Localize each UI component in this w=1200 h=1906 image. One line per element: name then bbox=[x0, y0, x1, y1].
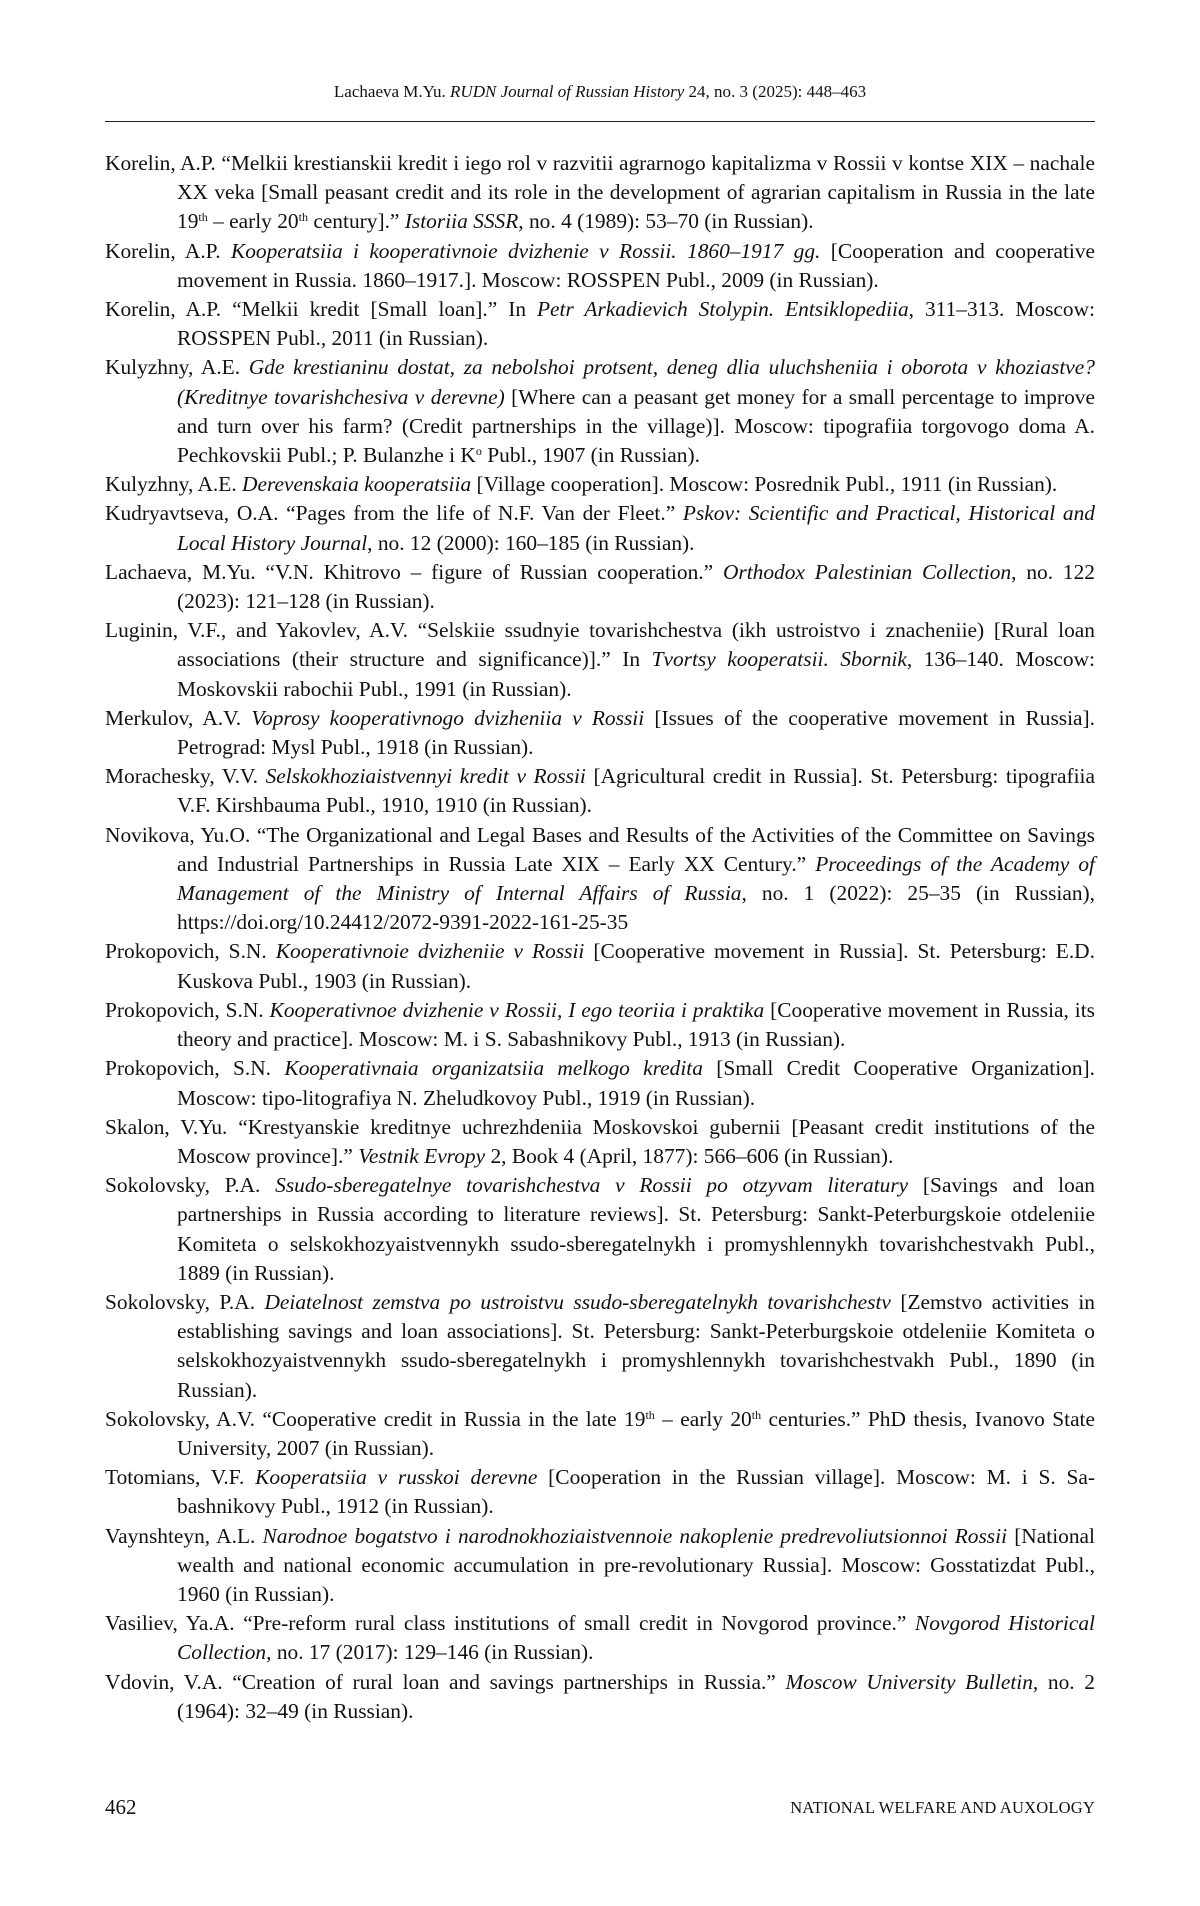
reference-text: , no. 122 (2023): 121–128 (in Russian). bbox=[177, 560, 1095, 613]
reference-text: [Cooperation in the Russian village]. Moscow: M. i S. Sa­bashnikovy Publ., 1912 (in Russian). bbox=[177, 1465, 1095, 1518]
page-number: 462 bbox=[105, 1793, 137, 1821]
reference-title: Novgorod Historical Collection bbox=[177, 1611, 1095, 1664]
reference-title: Moscow University Bulletin bbox=[785, 1670, 1032, 1694]
reference-entry bbox=[105, 1522, 1095, 1610]
header-author: Lachaeva M.Yu. bbox=[334, 82, 446, 101]
reference-text: Korelin, A.P. bbox=[105, 239, 231, 263]
reference-entry bbox=[105, 996, 1095, 1054]
reference-text: Vasiliev, Ya.A. “Pre-reform rural class institutions of small credit in Novgorod province.” bbox=[105, 1611, 915, 1635]
reference-entry bbox=[105, 704, 1095, 762]
reference-text: [Cooperative movement in Russia]. St. Petersburg: E.D. Kuskova Publ., 1903 (in Russian). bbox=[177, 939, 1095, 992]
reference-title: Petr Arkadievich Stolypin. Entsiklopediia bbox=[537, 297, 909, 321]
reference-text: Sokolovsky, A.V. “Cooperative credit in Russia in the late 19 bbox=[105, 1407, 645, 1431]
header-issue: 24, no. 3 (2025): 448–463 bbox=[689, 82, 867, 101]
reference-text: 2, Book 4 (April, 1877): 566–606 (in Russian). bbox=[485, 1144, 893, 1168]
superscript-text: th bbox=[198, 210, 207, 224]
section-title: NATIONAL WELFARE AND AUXOLOGY bbox=[790, 1796, 1095, 1820]
superscript-text: o bbox=[476, 444, 482, 458]
reference-title: Selskokhoziaistvennyi kredit v Rossii bbox=[266, 764, 586, 788]
reference-text: Novikova, Yu.O. “The Organizational and Legal Bases and Results of the Activities of the Committee on Savings and Industrial Partnerships in Russia Late XIX – Early XX Century.” bbox=[105, 823, 1095, 876]
reference-title: Ssudo-sberegatelnye tovarishchestva v Rossii po otzyvam literatury bbox=[275, 1173, 908, 1197]
reference-text: [Cooperation and cooperative movement in Russia. 1860–1917.]. Moscow: ROSSPEN Publ., 2009 (in Russian). bbox=[177, 239, 1095, 292]
reference-title: Kooperativnaia organizatsiia melkogo kredita bbox=[284, 1056, 703, 1080]
reference-text: [Zemstvo activities in establishing savings and loan associations]. St. Petersburg: Sankt-Peterburgskoie otdeleniie Komiteta o selskokhozyaistvennykh ssudo-sberegatelnykh i promyshlennykh tovarishchestvakh Publ., 1890 (in Russian). bbox=[177, 1290, 1095, 1402]
reference-title: Derevenskaia kooperatsiia bbox=[242, 472, 471, 496]
running-header bbox=[0, 80, 1200, 104]
reference-text: Prokopovich, S.N. bbox=[105, 998, 270, 1022]
reference-entry bbox=[105, 1288, 1095, 1405]
reference-text: , no. 1 (2022): 25–35 (in Russian), https://doi.org/10.24412/2072-9391-2022-161-25-35 bbox=[177, 881, 1095, 934]
reference-entry bbox=[105, 937, 1095, 995]
reference-text: Kudryavtseva, O.A. “Pages from the life of N.F. Van der Fleet.” bbox=[105, 501, 683, 525]
reference-entry bbox=[105, 1668, 1095, 1726]
reference-text: [Agricultural credit in Russia]. St. Petersburg: tipografiia V.F. Kirshbauma Publ., 1910, 1910 (in Russian). bbox=[177, 764, 1095, 817]
reference-text: , no. 12 (2000): 160–185 (in Russian). bbox=[367, 531, 694, 555]
reference-text: [Village cooperation]. Moscow: Posrednik Publ., 1911 (in Russian). bbox=[471, 472, 1057, 496]
reference-text: Publ., 1907 (in Russian). bbox=[482, 443, 700, 467]
reference-text: [National wealth and national economic accumulation in pre-revolutionary Russia]. Moscow: Gosstatizdat Publ., 1960 (in Russian). bbox=[177, 1524, 1095, 1606]
reference-text: [Where can a peasant get money for a small percentage to improve and turn over his farm? (Credit partnerships in the village)]. Moscow: tipografiia torgovogo doma A. Pechkovskii Publ.; P. Bulanzhe i K bbox=[177, 385, 1095, 467]
reference-text: – early 20 bbox=[208, 209, 299, 233]
reference-text: Morachesky, V.V. bbox=[105, 764, 266, 788]
reference-title: Orthodox Palestinian Collection bbox=[723, 560, 1011, 584]
reference-title: Narodnoe bogatstvo i narodnokhoziaistvennoie nakoplenie predrevoliutsionnoi Rossii bbox=[263, 1524, 1007, 1548]
reference-entry bbox=[105, 558, 1095, 616]
reference-entry bbox=[105, 353, 1095, 470]
superscript-text: th bbox=[645, 1408, 654, 1422]
reference-entry bbox=[105, 295, 1095, 353]
journal-page bbox=[0, 0, 1200, 1906]
reference-entry bbox=[105, 470, 1095, 499]
reference-text: , no. 2 (1964): 32–49 (in Russian). bbox=[177, 1670, 1095, 1723]
reference-text: Korelin, A.P. “Melkii kredit [Small loan].” In bbox=[105, 297, 537, 321]
reference-text: Totomians, V.F. bbox=[105, 1465, 255, 1489]
reference-title: Vestnik Evropy bbox=[358, 1144, 485, 1168]
reference-title: Pskov: Scientific and Practical, Historical and Local History Journal bbox=[177, 501, 1095, 554]
header-journal: RUDN Journal of Russian History bbox=[450, 82, 684, 101]
reference-title: Deiatelnost zemstva po ustroistvu ssudo-sberegatelnykh tovarishchestv bbox=[264, 1290, 890, 1314]
reference-text: century].” bbox=[308, 209, 405, 233]
reference-text: Kulyzhny, A.E. bbox=[105, 472, 242, 496]
reference-entry bbox=[105, 499, 1095, 557]
reference-text: Prokopovich, S.N. bbox=[105, 1056, 284, 1080]
reference-text: – early 20 bbox=[655, 1407, 752, 1431]
reference-text: [Issues of the cooperative movement in Russia]. Petrograd: Mysl Publ., 1918 (in Russian). bbox=[177, 706, 1095, 759]
reference-entry bbox=[105, 1463, 1095, 1521]
reference-title: Tvortsy kooperatsii. Sbornik bbox=[652, 647, 907, 671]
reference-text: [Small Credit Cooperative Organization]. Moscow: tipo-litografiya N. Zheludkovoy Publ., 1919 (in Russian). bbox=[177, 1056, 1095, 1109]
reference-list bbox=[105, 149, 1095, 1726]
reference-title: Proceedings of the Academy of Management of the Ministry of Internal Affairs of Russia bbox=[177, 852, 1095, 905]
reference-text: , 136–140. Moscow: Moskovskii rabochii Publ., 1991 (in Russian). bbox=[177, 647, 1095, 700]
reference-entry bbox=[105, 1405, 1095, 1463]
reference-text: Sokolovsky, P.A. bbox=[105, 1173, 275, 1197]
reference-text: , no. 17 (2017): 129–146 (in Russian). bbox=[266, 1640, 593, 1664]
reference-title: Kooperativnoe dvizhenie v Rossii, I ego teoriia i praktika bbox=[270, 998, 765, 1022]
superscript-text: th bbox=[299, 210, 308, 224]
reference-entry bbox=[105, 821, 1095, 938]
reference-entry bbox=[105, 1171, 1095, 1288]
reference-title: Voprosy kooperativnogo dvizheniia v Rossii bbox=[251, 706, 644, 730]
reference-entry bbox=[105, 762, 1095, 820]
reference-text: Korelin, A.P. “Melkii krestianskii kredit i iego rol v razvitii agrarnogo kapitalizma v Rossii v kontse XIX – nachale XX veka [Small peasant credit and its role in the development of agrarian capitalism in Russia in the late 19 bbox=[105, 151, 1095, 233]
reference-text: [Savings and loan partnerships in Russia according to literature reviews]. St. Petersburg: Sankt-Peterburgskoie otdeleniie Komiteta o selskokhozyaistvennykh ssudo-sberegatelnykh i promyshlennykh tovarishchestvakh Publ., 1889 (in Russian). bbox=[177, 1173, 1095, 1285]
reference-text: Luginin, V.F., and Yakovlev, A.V. “Selskiie ssudnyie tovarishchestva (ikh ustroistvo i znacheniie) [Rural loan associations (their structure and significance)].” In bbox=[105, 618, 1095, 671]
reference-entry bbox=[105, 1609, 1095, 1667]
reference-text: Skalon, V.Yu. “Krestyanskie kreditnye uchrezhdeniia Moskovskoi gubernii [Peasant credit institutions of the Moscow province].” bbox=[105, 1115, 1095, 1168]
superscript-text: th bbox=[752, 1408, 761, 1422]
reference-text: Vdovin, V.A. “Creation of rural loan and savings partnerships in Russia.” bbox=[105, 1670, 785, 1694]
reference-entry bbox=[105, 149, 1095, 237]
header-divider bbox=[105, 121, 1095, 122]
reference-title: Gde krestianinu dostat, za nebolshoi protsent, deneg dlia uluchsheniia i oborota v khoziastve? (Kreditnye tovarishchesiva v derevne) bbox=[177, 355, 1095, 408]
reference-entry bbox=[105, 1113, 1095, 1171]
reference-text: Vaynshteyn, A.L. bbox=[105, 1524, 263, 1548]
reference-text: , 311–313. Moscow: ROSSPEN Publ., 2011 (in Russian). bbox=[177, 297, 1095, 350]
reference-title: Kooperativnoie dvizheniie v Rossii bbox=[276, 939, 585, 963]
reference-text: Kulyzhny, A.E. bbox=[105, 355, 249, 379]
reference-text: centuries.” PhD thesis, Ivanovo State University, 2007 (in Russian). bbox=[177, 1407, 1095, 1460]
reference-title: Istoriia SSSR bbox=[405, 209, 519, 233]
reference-title: Kooperatsiia i kooperativnoie dvizhenie v Rossii. 1860–1917 gg. bbox=[231, 239, 820, 263]
reference-text: Sokolovsky, P.A. bbox=[105, 1290, 264, 1314]
reference-text: Merkulov, A.V. bbox=[105, 706, 251, 730]
reference-text: Lachaeva, M.Yu. “V.N. Khitrovo – figure of Russian cooperation.” bbox=[105, 560, 723, 584]
reference-text: [Cooperative movement in Russia, its theory and practice]. Moscow: M. i S. Sabashnikovy Publ., 1913 (in Russian). bbox=[177, 998, 1095, 1051]
reference-text: , no. 4 (1989): 53–70 (in Russian). bbox=[518, 209, 813, 233]
reference-entry bbox=[105, 237, 1095, 295]
reference-entry bbox=[105, 616, 1095, 704]
reference-title: Kooperatsiia v russkoi derevne bbox=[255, 1465, 537, 1489]
reference-text: Prokopovich, S.N. bbox=[105, 939, 276, 963]
reference-entry bbox=[105, 1054, 1095, 1112]
